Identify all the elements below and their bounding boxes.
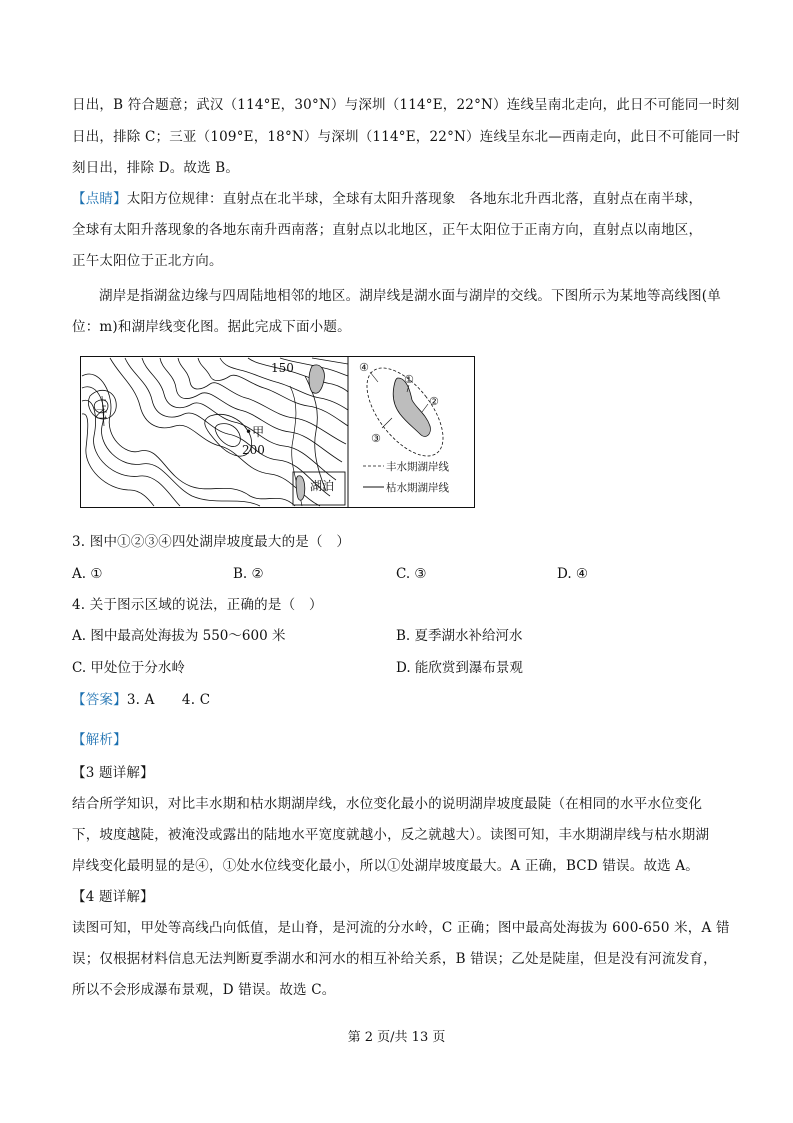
contour-label-200: 200 (242, 443, 265, 457)
marker-1: ① (404, 373, 414, 386)
q4-option-d: D. 能欣赏到瀑布景观 (396, 660, 523, 676)
contour-lines (82, 358, 348, 506)
detail3-line-1: 结合所学知识，对比丰水期和枯水期湖岸线，水位变化最小的说明湖岸坡度最陡（在相同的水平水位变化 (72, 796, 703, 812)
tip-text-1: 太阳方位规律：直射点在北半球，全球有太阳升落现象 各地东北升西北落，直射点在南半球， (126, 191, 703, 207)
q3-option-b: B. ② (233, 566, 264, 582)
q4-option-c: C. 甲处位于分水岭 (72, 660, 185, 676)
intro-line-2: 日出，排除 C；三亚（109°E，18°N）与深圳（114°E，22°N）连线呈东北—西南走向，此日不可能同一时 (72, 129, 741, 145)
passage-line-2: 位：m)和湖岸线变化图。据此完成下面小题。 (72, 319, 351, 335)
intro-line-3: 刻日出，排除 D。故选 B。 (72, 160, 240, 176)
q3-stem: 3. 图中①②③④四处湖岸坡度最大的是（ ） (72, 534, 351, 550)
lake-legend-swatch (296, 476, 305, 500)
analysis-label: 【解析】 (72, 732, 127, 748)
marker-2: ② (429, 395, 439, 408)
page-footer: 第 2 页/共 13 页 (347, 1030, 446, 1045)
dry-season-shoreline (393, 378, 430, 436)
contour-label-150: 150 (271, 361, 294, 375)
legend-dashed-label: 丰水期湖岸线 (386, 461, 449, 473)
marker-3: ③ (371, 432, 381, 445)
shoreline-inset (352, 356, 457, 494)
answer-text: 3. A 4. C (126, 692, 211, 708)
tip-line-1 (72, 189, 702, 209)
answer-label: 【答案】 (72, 692, 127, 708)
point-yi-label: 乙 (95, 407, 108, 421)
q4-stem: 4. 关于图示区域的说法，正确的是（ ） (72, 597, 323, 613)
intro-line-1: 日出，B 符合题意；武汉（114°E，30°N）与深圳（114°E，22°N）连线呈南北走向，此日不可能同一时刻 (72, 97, 740, 113)
answer-line (72, 690, 210, 710)
q3-option-d: D. ④ (557, 566, 589, 582)
contour-map-figure (80, 356, 475, 508)
detail3-line-3: 岸线变化最明显的是④，①处水位线变化最小，所以①处湖岸坡度最大。A 正确，BCD 错误。故选 A。 (72, 858, 699, 874)
q3-option-c: C. ③ (396, 566, 427, 582)
tip-label: 【点睛】 (72, 191, 127, 207)
detail4-label: 【4 题详解】 (72, 889, 154, 905)
detail4-line-3: 所以不会形成瀑布景观，D 错误。故选 C。 (72, 982, 336, 998)
tip-line-3: 正午太阳位于正北方向。 (72, 253, 223, 269)
contour-map-svg (80, 356, 475, 508)
q4-option-a: A. 图中最高处海拔为 550～600 米 (72, 628, 286, 644)
upper-lake-shape (309, 365, 324, 393)
detail3-line-2: 下，坡度越陡，被淹没或露出的陆地水平宽度就越小，反之就越大）。读图可知，丰水期湖岸线与枯水期湖 (72, 827, 710, 843)
q4-option-b: B. 夏季湖水补给河水 (396, 628, 523, 644)
tip-line-2: 全球有太阳升落现象的各地东南升西南落；直射点以北地区，正午太阳位于正南方向，直射点以南地区， (72, 222, 703, 238)
point-jia-label: •甲 (245, 425, 265, 439)
q3-option-a: A. ① (72, 566, 103, 582)
marker-4: ④ (359, 361, 369, 374)
passage-line-1: 湖岸是指湖盆边缘与四周陆地相邻的地区。湖岸线是湖水面与湖岸的交线。下图所示为某地等高线图(单 (99, 288, 721, 304)
lake-label: 湖泊 (310, 479, 335, 493)
detail3-label: 【3 题详解】 (72, 765, 154, 781)
detail4-line-1: 读图可知，甲处等高线凸向低值，是山脊，是河流的分水岭，C 正确；图中最高处海拔为 600-650 米，A 错 (72, 920, 730, 936)
detail4-line-2: 误；仅根据材料信息无法判断夏季湖水和河水的相互补给关系，B 错误；乙处是陡崖，但是没有河流发育， (72, 951, 717, 967)
legend-solid-label: 枯水期湖岸线 (386, 482, 449, 494)
